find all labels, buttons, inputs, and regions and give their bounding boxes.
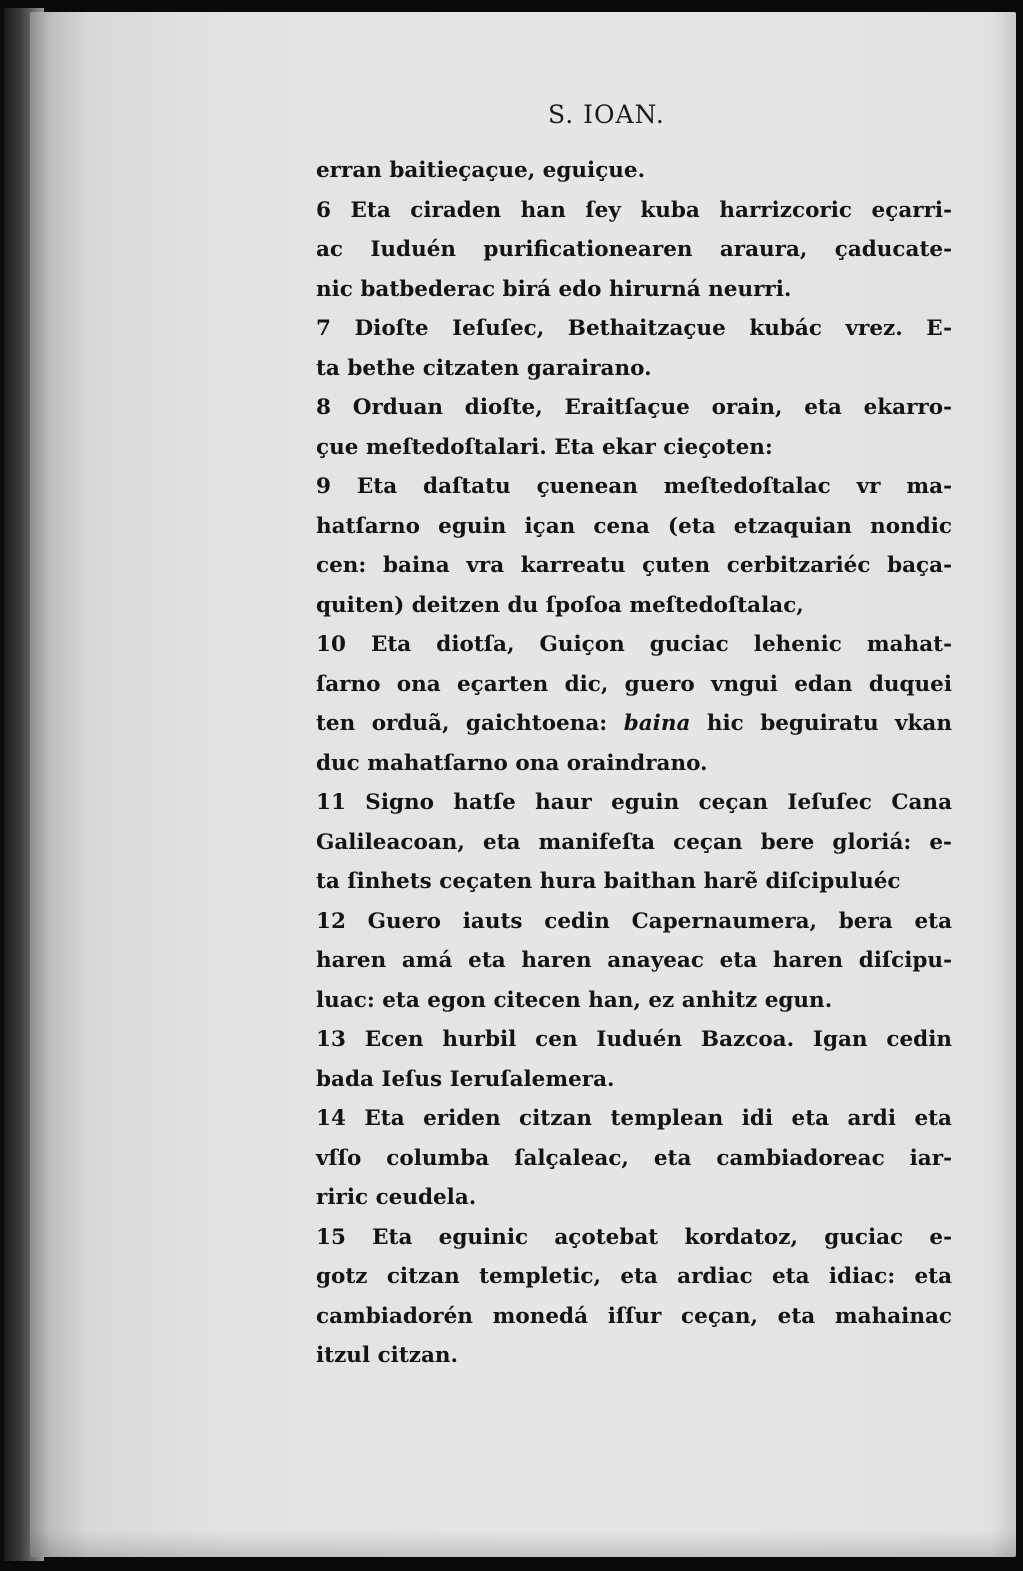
text-line: bada Ieſus Ieruſalemera. bbox=[316, 1066, 615, 1092]
text-line: duc mahatſarno ona oraindrano. bbox=[316, 750, 708, 776]
text-line: 7 Dioſte Ieſuſec, Bethaitzaçue kubác vrez. E- bbox=[316, 316, 952, 341]
text-line: quiten) deitzen du ſpoſoa meſtedoſtalac, bbox=[316, 592, 804, 618]
text-line: 9 Eta daſtatu çuenean meſtedoſtalac vr ma- bbox=[316, 474, 952, 499]
text-line: ten orduã, gaichtoena: baina hic beguiratu vkan bbox=[316, 711, 952, 736]
text-line: 10 Eta diotſa, Guiçon guciac lehenic mahat- bbox=[316, 632, 952, 657]
text-line: luac: eta egon citecen han, ez anhitz egun. bbox=[316, 987, 833, 1013]
body-text bbox=[316, 151, 952, 1376]
text-line: vſſo columba ſalçaleac, eta cambiadoreac iar- bbox=[316, 1145, 952, 1171]
page-bottom-shadow bbox=[30, 1530, 1016, 1557]
italic-word: baina bbox=[623, 711, 691, 736]
text-line: nic batbederac birá edo hirurná neurri. bbox=[316, 276, 792, 302]
text-line: ſarno ona eçarten dic, guero vngui edan duquei bbox=[316, 671, 952, 697]
text-line: cambiadorén monedá iſſur ceçan, eta mahainac bbox=[316, 1303, 952, 1329]
text-line: cen: baina vra karreatu çuten cerbitzariéc baça- bbox=[316, 553, 952, 578]
text-line: 6 Eta ciraden han ſey kuba harrizcoric eçarri- bbox=[316, 197, 952, 223]
text-line: 14 Eta eriden citzan templean idi eta ardi eta bbox=[316, 1106, 952, 1131]
text-line: hatſarno eguin içan cena (eta etzaquian nondic bbox=[316, 513, 952, 539]
text-line: ac Iuduén purificationearen araura, çaducate- bbox=[316, 237, 952, 262]
text-line: haren amá eta haren anayeac eta haren diſcipu- bbox=[316, 948, 952, 973]
text-line: Galileacoan, eta manifeſta ceçan bere gloriá: e- bbox=[316, 829, 952, 855]
text-line: itzul citzan. bbox=[316, 1343, 459, 1368]
text-line: gotz citzan templetic, eta ardiac eta idiac: eta bbox=[316, 1264, 952, 1289]
text-line: çue meſtedoſtalari. Eta ekar cieçoten: bbox=[316, 434, 773, 460]
text-line: 15 Eta eguinic açotebat kordatoz, guciac e- bbox=[316, 1224, 952, 1250]
text-line: 13 Ecen hurbil cen Iuduén Bazcoa. Igan cedin bbox=[316, 1027, 952, 1052]
text-line: ta ſinhets ceçaten hura baithan harẽ diſcipuluéc bbox=[316, 869, 901, 894]
text-line: 8 Orduan dioſte, Eraitſaçue orain, eta ekarro- bbox=[316, 395, 952, 420]
text-line: 12 Guero iauts cedin Capernaumera, bera eta bbox=[316, 908, 952, 934]
text-line: erran baitieçaçue, eguiçue. bbox=[316, 158, 646, 183]
text-line: 11 Signo hatſe haur eguin ceçan Ieſuſec Cana bbox=[316, 790, 952, 815]
running-header: S. IOAN. bbox=[548, 100, 665, 129]
text-line: ta bethe citzaten garairano. bbox=[316, 355, 652, 381]
text-line: riric ceudela. bbox=[316, 1185, 477, 1210]
